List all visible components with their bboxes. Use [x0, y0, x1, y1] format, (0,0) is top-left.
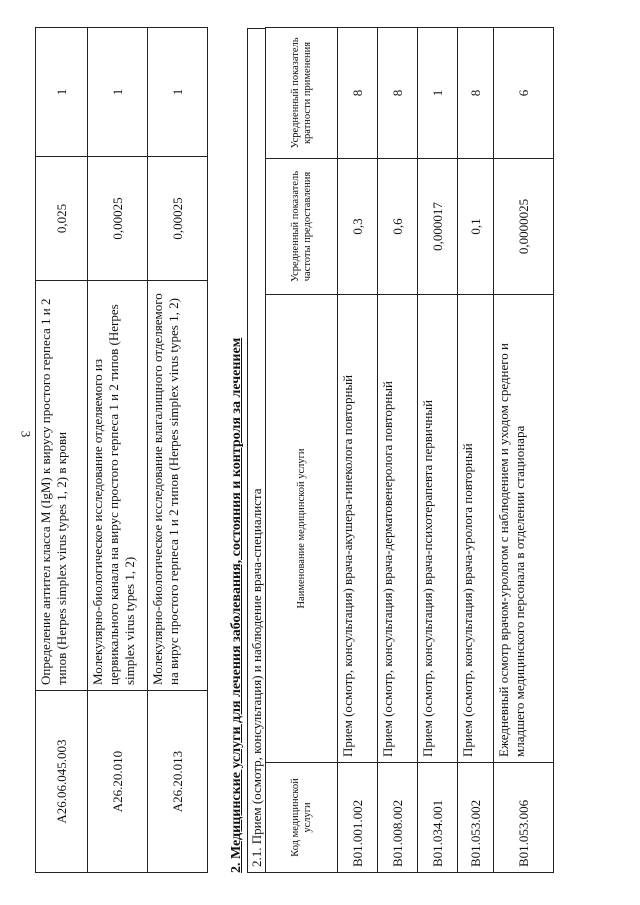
- service-code: A26.20.013: [148, 691, 208, 873]
- frequency-value: 0,000017: [418, 159, 458, 295]
- service-name: Прием (осмотр, консультация) врача-акушера-гинеколога повторный: [338, 295, 378, 763]
- service-name: Определение антител класса M (IgM) к вирусу простого герпеса 1 и 2 типов (Herpes simplex virus types 1, 2) в крови: [36, 281, 88, 691]
- service-name: Молекулярно-биологическое исследование влагалищного отделяемого на вирус простого герпеса 1 и 2 типов (Herpes simplex virus types 1, 2): [148, 281, 208, 691]
- page-number: 3: [18, 430, 34, 438]
- section-heading: 2. Медицинские услуги для лечения заболевания, состояния и контроля за лечением: [229, 337, 244, 873]
- service-code: B01.008.002: [378, 763, 418, 873]
- table-row: [378, 28, 418, 873]
- header-frequency: Усредненный показатель частоты предоставления: [266, 159, 338, 295]
- lab-services-table: [35, 27, 208, 873]
- service-name: Прием (осмотр, консультация) врача-психотерапевта первичный: [418, 295, 458, 763]
- frequency-value: 0,00025: [88, 157, 148, 281]
- table-row: [148, 28, 208, 873]
- frequency-value: 0,0000025: [494, 159, 554, 295]
- frequency-value: 0,6: [378, 159, 418, 295]
- multiplicity-value: 8: [458, 28, 494, 159]
- table-row: [338, 28, 378, 873]
- rotated-page-content: [35, 28, 595, 873]
- multiplicity-value: 8: [378, 28, 418, 159]
- multiplicity-value: 1: [88, 28, 148, 157]
- header-multiplicity: Усредненный показатель кратности применения: [266, 28, 338, 159]
- frequency-value: 0,1: [458, 159, 494, 295]
- frequency-value: 0,00025: [148, 157, 208, 281]
- frequency-value: 0,3: [338, 159, 378, 295]
- table-row: [418, 28, 458, 873]
- service-name: Ежедневный осмотр врачом-урологом с наблюдением и уходом среднего и младшего медицинского персонала в отделении стационара: [494, 295, 554, 763]
- table-row: [36, 28, 88, 873]
- table-row: [458, 28, 494, 873]
- service-code: B01.034.001: [418, 763, 458, 873]
- header-code: Код медицинской услуги: [266, 763, 338, 873]
- service-name: Молекулярно-биологическое исследование отделяемого из цервикального канала на вирус простого герпеса 1 и 2 типов (Herpes simplex virus types 1, 2): [88, 281, 148, 691]
- service-code: B01.053.002: [458, 763, 494, 873]
- multiplicity-value: 8: [338, 28, 378, 159]
- table-header-row: [266, 28, 338, 873]
- service-code: B01.053.006: [494, 763, 554, 873]
- multiplicity-value: 1: [148, 28, 208, 157]
- service-name: Прием (осмотр, консультация) врача-дерматовенеролога повторный: [378, 295, 418, 763]
- service-code: A26.06.045.003: [36, 691, 88, 873]
- multiplicity-value: 1: [418, 28, 458, 159]
- header-name: Наименование медицинской услуги: [266, 295, 338, 763]
- service-code: A26.20.010: [88, 691, 148, 873]
- table-row: [88, 28, 148, 873]
- service-name: Прием (осмотр, консультация) врача-уролога повторный: [458, 295, 494, 763]
- specialist-services-table: [265, 27, 554, 873]
- table-row: [494, 28, 554, 873]
- multiplicity-value: 6: [494, 28, 554, 159]
- frequency-value: 0,025: [36, 157, 88, 281]
- multiplicity-value: 1: [36, 28, 88, 157]
- subsection-heading: 2.1. Прием (осмотр, консультация) и наблюдение врача-специалиста: [247, 28, 266, 873]
- service-code: B01.001.002: [338, 763, 378, 873]
